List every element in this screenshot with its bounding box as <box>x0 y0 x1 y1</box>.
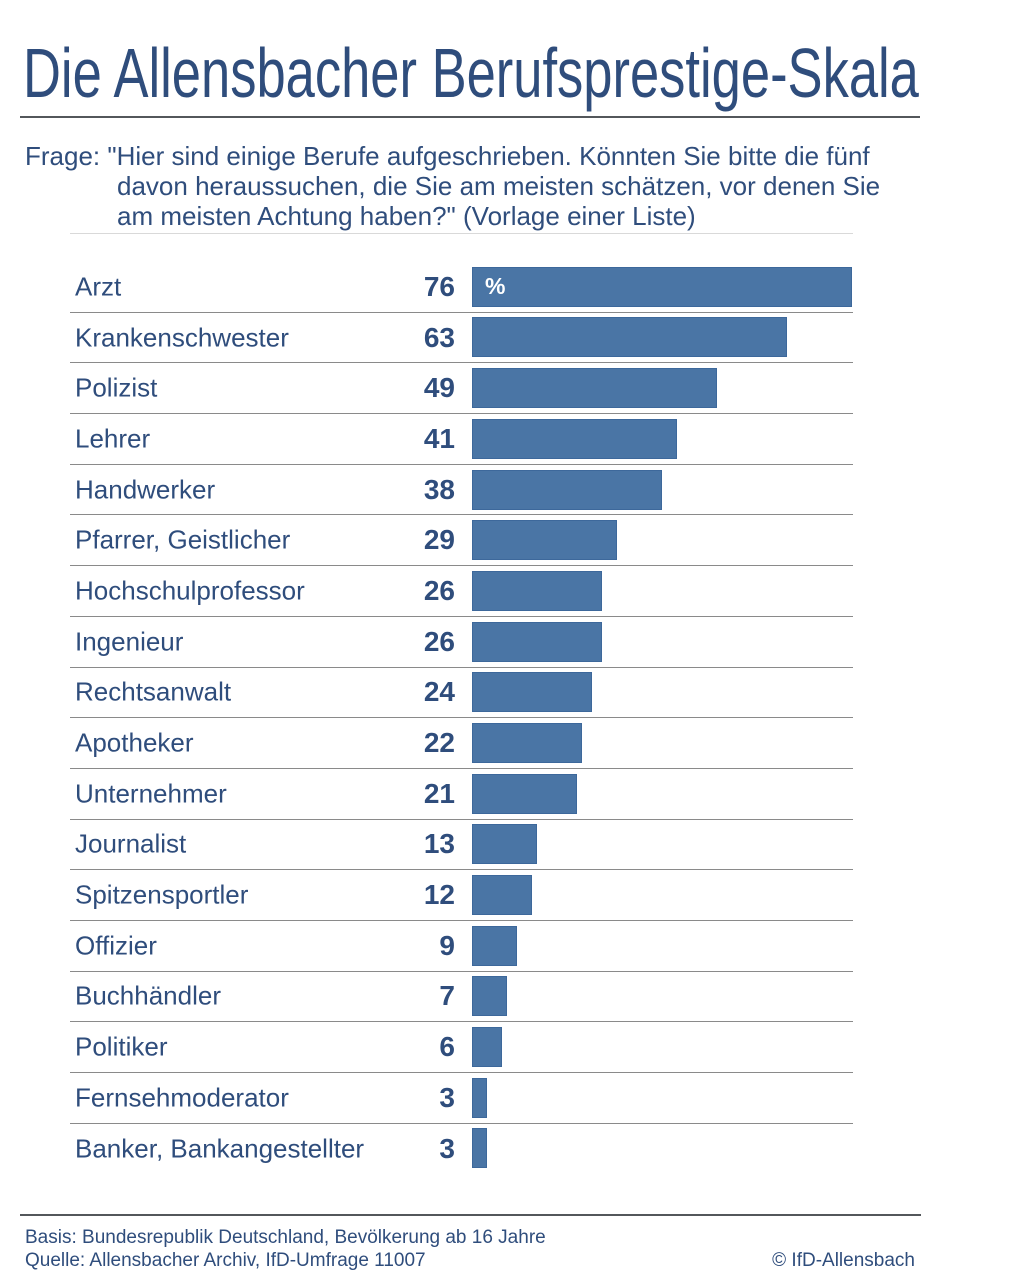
category-label: Unternehmer <box>75 778 227 809</box>
chart-row <box>70 515 853 566</box>
category-label: Spitzensportler <box>75 879 249 910</box>
chart-top-divider <box>70 233 853 234</box>
chart-row <box>70 617 853 668</box>
chart-row <box>70 820 853 871</box>
category-label: Banker, Bankangestellter <box>75 1133 365 1164</box>
chart-row <box>70 262 853 313</box>
chart-row <box>70 668 853 719</box>
bar <box>472 520 617 560</box>
bar <box>472 672 592 712</box>
footer-copyright: © IfD-Allensbach <box>772 1250 915 1271</box>
chart-row <box>70 1124 853 1175</box>
question-line-1: Frage: "Hier sind einige Berufe aufgeschrieben. Könnten Sie bitte die fünf <box>25 141 870 171</box>
value-label: 3 <box>439 1133 455 1165</box>
value-label: 22 <box>423 727 455 759</box>
chart-row <box>70 363 853 414</box>
bar <box>472 875 532 915</box>
bar <box>472 317 787 357</box>
value-label: 24 <box>423 676 455 708</box>
bar <box>472 824 537 864</box>
category-label: Apotheker <box>75 727 194 758</box>
category-label: Krankenschwester <box>75 322 289 353</box>
value-label: 26 <box>423 574 455 606</box>
value-label: 7 <box>439 980 455 1012</box>
bar <box>472 723 582 763</box>
category-label: Journalist <box>75 828 187 859</box>
value-label: 41 <box>423 422 455 454</box>
value-label: 21 <box>423 777 455 809</box>
value-label: 38 <box>423 473 455 505</box>
value-label: 76 <box>423 270 455 302</box>
bar <box>472 470 662 510</box>
question-line-3: am meisten Achtung haben?" (Vorlage einer Liste) <box>117 201 696 231</box>
bar <box>472 267 852 307</box>
chart-row <box>70 718 853 769</box>
bar <box>472 1027 502 1067</box>
value-label: 3 <box>439 1081 455 1113</box>
page-title: Die Allensbacher Berufsprestige-Skala <box>23 34 919 112</box>
value-label: 9 <box>439 929 455 961</box>
category-label: Arzt <box>75 271 122 302</box>
chart-row <box>70 566 853 617</box>
value-label: 29 <box>423 524 455 556</box>
bar <box>472 419 677 459</box>
percent-sign: % <box>485 273 506 300</box>
bar <box>472 1078 487 1118</box>
question-block <box>25 141 880 231</box>
category-label: Polizist <box>75 372 158 403</box>
category-label: Handwerker <box>75 474 216 505</box>
value-label: 49 <box>423 372 455 404</box>
bar <box>472 1128 487 1168</box>
footer-basis: Basis: Bundesrepublik Deutschland, Bevölkerung ab 16 Jahre <box>25 1227 546 1248</box>
footer-source: Quelle: Allensbacher Archiv, IfD-Umfrage 11007 <box>25 1250 426 1271</box>
chart-row <box>70 414 853 465</box>
category-label: Buchhändler <box>75 980 221 1011</box>
chart-row <box>70 870 853 921</box>
bar <box>472 926 517 966</box>
value-label: 26 <box>423 625 455 657</box>
bar <box>472 368 717 408</box>
value-label: 12 <box>423 879 455 911</box>
chart-row <box>70 769 853 820</box>
category-label: Offizier <box>75 930 157 961</box>
category-label: Pfarrer, Geistlicher <box>75 524 291 555</box>
value-label: 13 <box>423 828 455 860</box>
bar <box>472 571 602 611</box>
bar <box>472 976 507 1016</box>
chart-row <box>70 313 853 364</box>
category-label: Politiker <box>75 1031 168 1062</box>
chart-row <box>70 1022 853 1073</box>
chart-row <box>70 1073 853 1124</box>
category-label: Lehrer <box>75 423 151 454</box>
question-line-2: davon heraussuchen, die Sie am meisten schätzen, vor denen Sie <box>117 171 881 201</box>
chart-row <box>70 972 853 1023</box>
value-label: 63 <box>423 321 455 353</box>
category-label: Rechtsanwalt <box>75 676 232 707</box>
footer-divider <box>20 1214 921 1216</box>
category-label: Hochschulprofessor <box>75 575 305 606</box>
title-divider <box>20 116 920 118</box>
chart-row <box>70 465 853 516</box>
bar <box>472 622 602 662</box>
category-label: Ingenieur <box>75 626 184 657</box>
value-label: 6 <box>439 1031 455 1063</box>
category-label: Fernsehmoderator <box>75 1082 289 1113</box>
bar-chart <box>70 262 853 1174</box>
chart-row <box>70 921 853 972</box>
bar <box>472 774 577 814</box>
